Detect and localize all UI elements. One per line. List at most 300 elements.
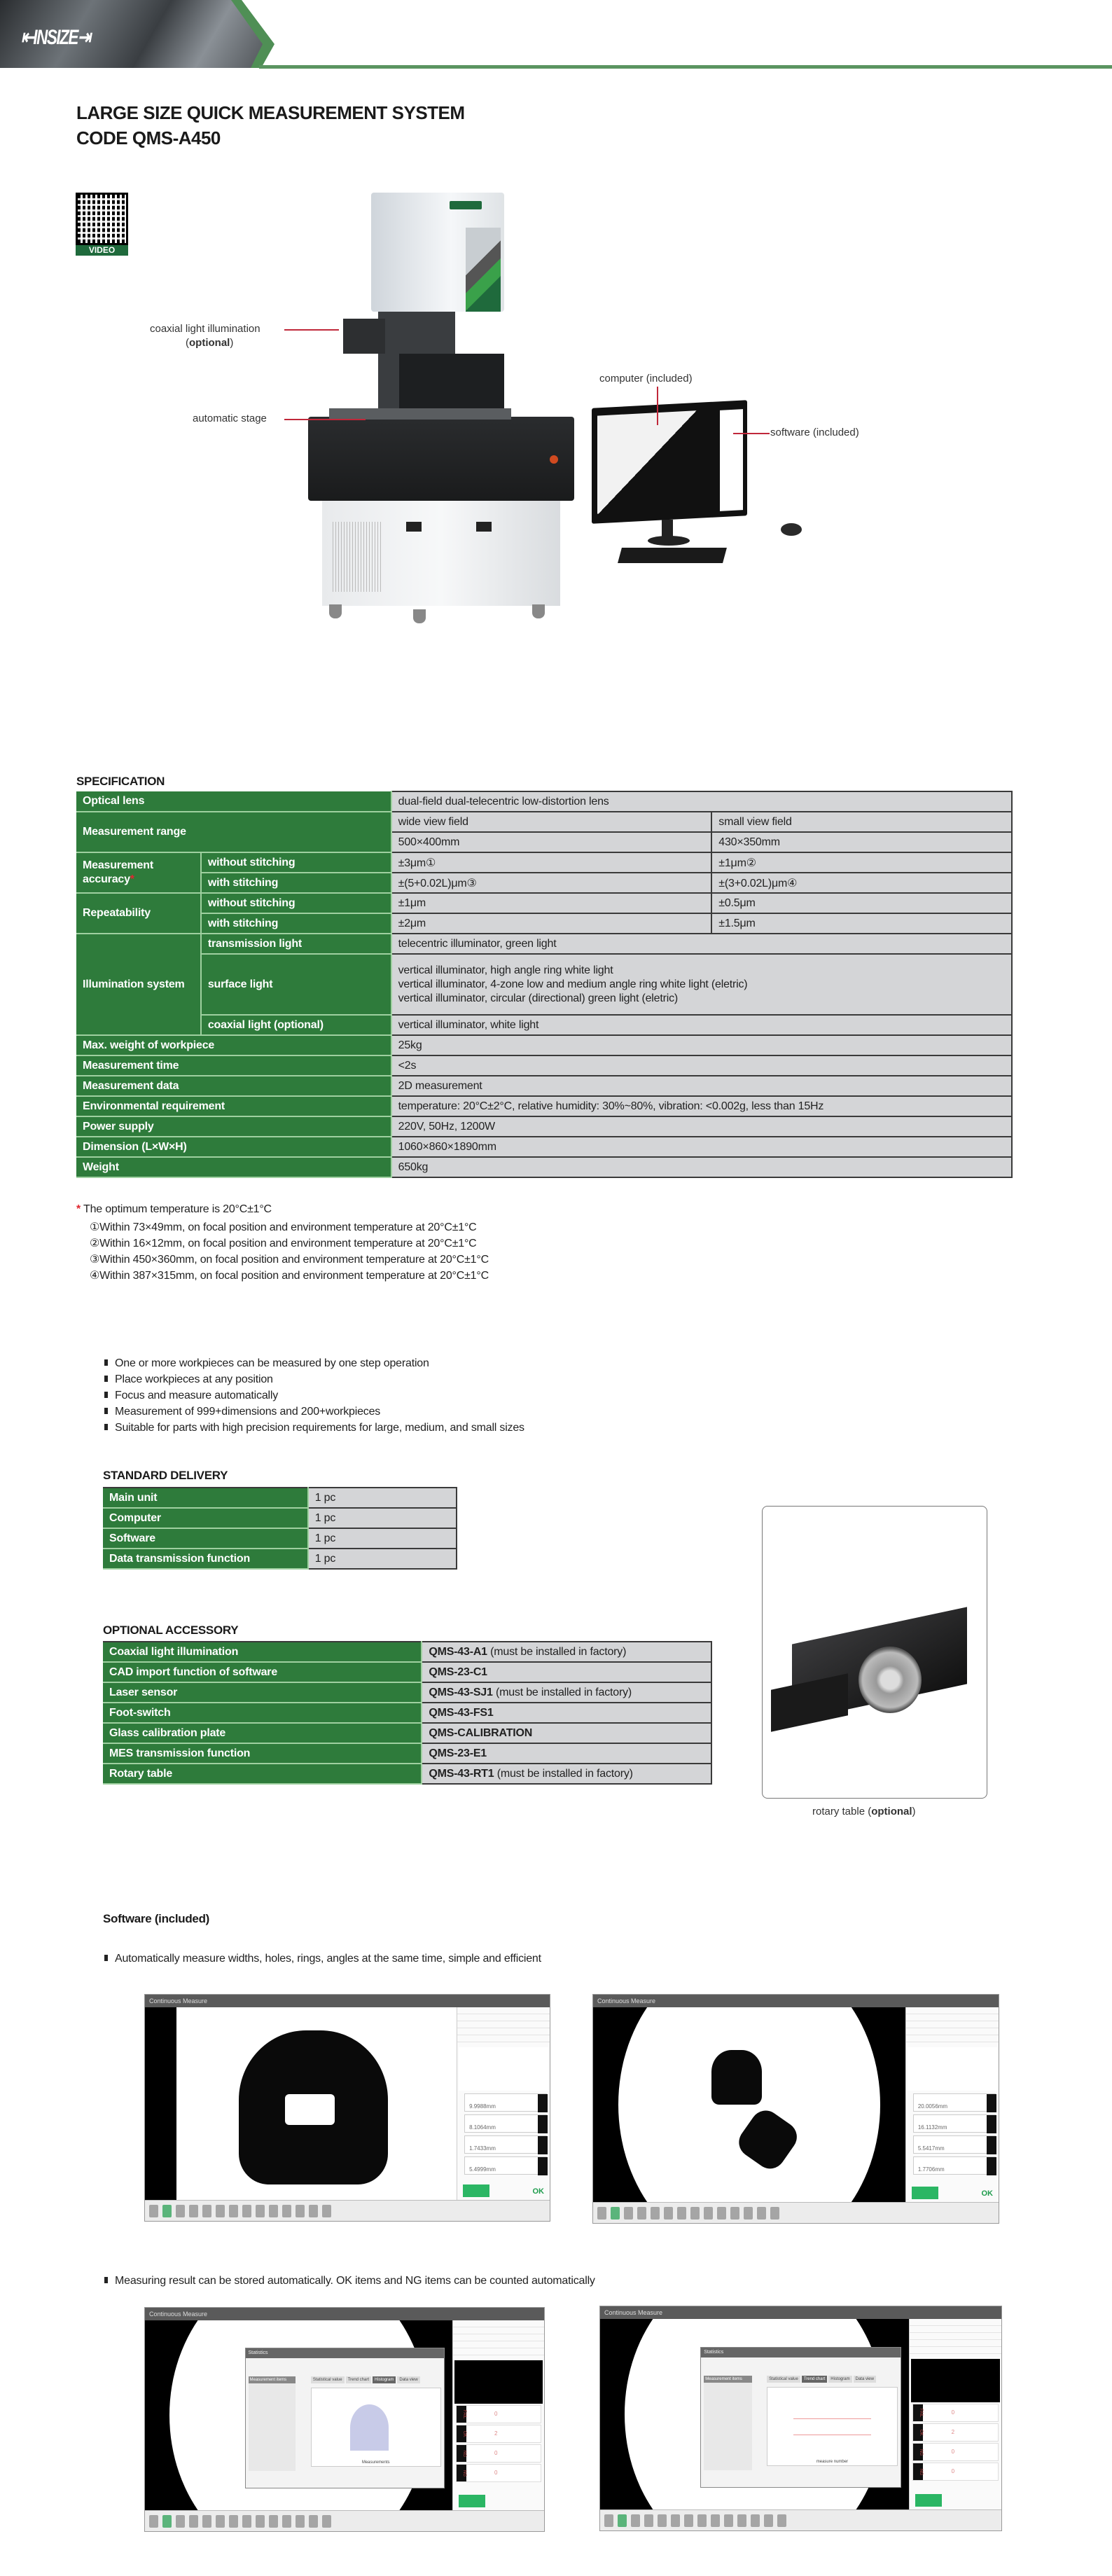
tool-icon[interactable] xyxy=(651,2207,660,2220)
spec-value: ±3μm① xyxy=(391,852,712,873)
spec-label: Weight xyxy=(76,1157,391,1177)
optional-text: optional xyxy=(189,337,230,349)
spec-row xyxy=(76,791,1012,812)
feature-list xyxy=(104,1355,524,1436)
note-text: The optimum temperature is 20°C±1°C xyxy=(83,1203,272,1215)
tool-icon[interactable] xyxy=(671,2514,680,2527)
spec-row xyxy=(76,1157,1012,1177)
stats-tab[interactable]: Trend chart xyxy=(346,2376,371,2383)
spec-value: 430×350mm xyxy=(711,832,1012,852)
counter-value: 0 xyxy=(951,2468,955,2474)
feature-item: Measurement of 999+dimensions and 200+workpieces xyxy=(104,1404,524,1420)
spec-value xyxy=(391,954,1012,1015)
spec-row xyxy=(76,913,1012,934)
tool-icon[interactable] xyxy=(176,2515,185,2528)
spec-value: <2s xyxy=(391,1055,1012,1076)
x-axis-label: Measurements xyxy=(361,2460,390,2465)
accessory-code-cell xyxy=(422,1764,711,1784)
tool-icon[interactable] xyxy=(684,2514,693,2527)
tool-icon[interactable] xyxy=(597,2207,606,2220)
feature-item: Focus and measure automatically xyxy=(104,1387,524,1404)
window-title: Continuous Measure xyxy=(593,1995,999,2007)
x-axis-label: measure number xyxy=(816,2460,849,2465)
accessory-code-cell xyxy=(422,1662,711,1682)
tool-icon[interactable] xyxy=(149,2205,158,2217)
spec-label: Measurement data xyxy=(76,1076,391,1096)
software-screenshot-histogram xyxy=(144,2307,545,2532)
result-value: 20.0056mm xyxy=(917,2103,948,2110)
spec-label xyxy=(76,852,201,893)
spec-value: ±1μm② xyxy=(711,852,1012,873)
delivery-row xyxy=(103,1508,457,1528)
counter-label: NG xyxy=(913,2444,923,2460)
delivery-item: Data transmission function xyxy=(103,1549,308,1569)
tool-icon[interactable] xyxy=(282,2515,291,2528)
product-image xyxy=(301,186,595,634)
stats-tab[interactable]: Statistical value xyxy=(767,2376,800,2383)
delivery-row xyxy=(103,1549,457,1569)
brand-logo: ⇤INSIZE⇥ xyxy=(21,26,90,49)
measurement-button[interactable] xyxy=(463,2184,489,2197)
result-box xyxy=(464,2156,547,2175)
accessory-name: CAD import function of software xyxy=(103,1662,422,1682)
tool-icon[interactable] xyxy=(777,2514,786,2527)
spec-value: ±(5+0.02L)μm③ xyxy=(391,873,712,893)
counter-label: FAIL xyxy=(457,2406,466,2423)
asterisk: * xyxy=(76,1203,81,1215)
accessory-name: Coaxial light illumination xyxy=(103,1642,422,1662)
result-box xyxy=(913,2156,996,2175)
spec-row xyxy=(76,1137,1012,1157)
delivery-qty: 1 pc xyxy=(308,1488,457,1508)
spec-row xyxy=(76,1015,1012,1035)
tool-bar xyxy=(145,2200,550,2221)
spec-label: Repeatability xyxy=(76,893,201,934)
spec-value: ±2μm xyxy=(391,913,712,934)
tool-bar xyxy=(145,2510,544,2531)
video-label: VIDEO xyxy=(76,245,128,256)
tool-icon[interactable] xyxy=(256,2205,265,2217)
software-screenshot-trend xyxy=(599,2306,1002,2531)
delivery-item: Computer xyxy=(103,1508,308,1528)
ok-indicator xyxy=(987,2094,996,2112)
spec-label: Optical lens xyxy=(76,791,391,812)
spec-row xyxy=(76,1055,1012,1076)
tool-icon[interactable] xyxy=(149,2515,158,2528)
tool-icon[interactable] xyxy=(202,2515,211,2528)
result-value: 9.9988mm xyxy=(469,2103,496,2110)
accessory-row xyxy=(103,1723,711,1743)
tool-icon[interactable] xyxy=(176,2205,185,2217)
counter xyxy=(912,2423,999,2442)
asterisk: * xyxy=(130,873,134,885)
result-box xyxy=(464,2093,547,2112)
accessory-name: Glass calibration plate xyxy=(103,1723,422,1743)
accessory-code-cell xyxy=(422,1743,711,1764)
accessory-code-cell xyxy=(422,1642,711,1662)
label-coaxial-light: coaxial light illumination xyxy=(150,323,260,335)
accessory-row xyxy=(103,1703,711,1723)
counter-label: NG xyxy=(457,2445,466,2462)
spec-sublabel: surface light xyxy=(201,954,391,1015)
tool-bar xyxy=(593,2202,999,2223)
counter-value: 0 xyxy=(951,2409,955,2416)
accessory-code: QMS-23-C1 xyxy=(429,1666,487,1678)
spec-label: Measurement time xyxy=(76,1055,391,1076)
tool-icon[interactable] xyxy=(644,2514,653,2527)
tool-icon[interactable] xyxy=(309,2205,318,2217)
tool-icon[interactable] xyxy=(269,2205,278,2217)
spec-sublabel: coaxial light (optional) xyxy=(201,1015,391,1035)
accessory-code: QMS-43-FS1 xyxy=(429,1706,494,1719)
accessory-row xyxy=(103,1662,711,1682)
result-value: 1.7706mm xyxy=(917,2166,945,2173)
tool-icon[interactable] xyxy=(690,2207,700,2220)
spec-value: dual-field dual-telecentric low-distortion lens xyxy=(391,791,1012,812)
accessory-name: Foot-switch xyxy=(103,1703,422,1723)
camera-view xyxy=(145,2007,457,2200)
spec-sublabel: with stitching xyxy=(201,873,391,893)
tool-icon[interactable] xyxy=(664,2207,673,2220)
counter xyxy=(912,2443,999,2461)
caption-text: ) xyxy=(912,1806,916,1817)
counter-label: NG xyxy=(457,2465,466,2481)
spec-sublabel: with stitching xyxy=(201,913,391,934)
result-value: 5.5417mm xyxy=(917,2145,945,2152)
tool-icon[interactable] xyxy=(296,2515,305,2528)
callout-line xyxy=(733,433,770,434)
tool-icon[interactable] xyxy=(189,2515,198,2528)
accessory-code: QMS-43-SJ1 xyxy=(429,1686,493,1698)
stats-tab[interactable]: Histogram xyxy=(373,2376,396,2383)
spec-label: Max. weight of workpiece xyxy=(76,1035,391,1055)
tool-icon[interactable] xyxy=(256,2515,265,2528)
software-title: Software (included) xyxy=(103,1912,210,1925)
spec-row xyxy=(76,1116,1012,1137)
caption-optional: optional xyxy=(871,1806,912,1817)
accessory-note: (must be installed in factory) xyxy=(495,1686,632,1698)
spec-sublabel: without stitching xyxy=(201,852,391,873)
qr-code-icon xyxy=(76,193,128,245)
feature-item: One or more workpieces can be measured by one step operation xyxy=(104,1355,524,1371)
video-qr-code[interactable] xyxy=(76,193,128,256)
brand-name: INSIZE xyxy=(33,26,78,49)
feature-item: Suitable for parts with high precision requirements for large, medium, and small sizes xyxy=(104,1420,524,1436)
tool-icon[interactable] xyxy=(637,2207,646,2220)
accessory-name: MES transmission function xyxy=(103,1743,422,1764)
accuracy-label: Measurement accuracy xyxy=(83,859,153,885)
callout-line xyxy=(657,387,658,425)
window-title: Continuous Measure xyxy=(145,2308,544,2320)
label-automatic-stage: automatic stage xyxy=(193,413,267,424)
counter-value: 2 xyxy=(494,2430,498,2437)
result-box xyxy=(913,2114,996,2133)
spec-row xyxy=(76,1035,1012,1055)
measurement-button[interactable] xyxy=(459,2495,485,2507)
delivery-qty: 1 pc xyxy=(308,1528,457,1549)
spec-value: temperature: 20°C±2°C, relative humidity: 30%~80%, vibration: <0.002g, less than 15Hz xyxy=(391,1096,1012,1116)
tool-icon[interactable] xyxy=(704,2207,713,2220)
counter-label: NG xyxy=(913,2463,923,2480)
counter xyxy=(456,2464,541,2482)
counter-label: OK xyxy=(913,2424,923,2441)
tool-icon[interactable] xyxy=(764,2514,773,2527)
counter xyxy=(456,2444,541,2463)
ok-indicator xyxy=(538,2115,548,2133)
accessory-table xyxy=(103,1641,712,1785)
tool-icon[interactable] xyxy=(737,2514,746,2527)
stats-tab[interactable]: Data view xyxy=(397,2376,419,2383)
delivery-row xyxy=(103,1488,457,1508)
tool-icon[interactable] xyxy=(604,2514,613,2527)
tool-icon[interactable] xyxy=(202,2205,211,2217)
surface-line: vertical illuminator, circular (directional) green light (eletric) xyxy=(398,992,679,1004)
label-coaxial-optional xyxy=(186,337,233,349)
ok-indicator xyxy=(987,2136,996,2154)
result-value: 16.1132mm xyxy=(917,2124,947,2131)
spec-row xyxy=(76,852,1012,873)
tool-icon[interactable] xyxy=(631,2514,640,2527)
callout-line xyxy=(284,419,366,420)
spec-title: SPECIFICATION xyxy=(76,775,165,788)
spec-value: 500×400mm xyxy=(391,832,712,852)
accessory-code-cell xyxy=(422,1703,711,1723)
rotary-table-card xyxy=(762,1506,987,1799)
spec-value: wide view field xyxy=(391,812,712,832)
stats-tab[interactable]: Statistical value xyxy=(311,2376,345,2383)
tool-icon[interactable] xyxy=(242,2515,251,2528)
spec-value: 220V, 50Hz, 1200W xyxy=(391,1116,1012,1137)
spec-row xyxy=(76,812,1012,832)
footnote: ③Within 450×360mm, on focal position and environment temperature at 20°C±1°C xyxy=(90,1254,489,1266)
result-box xyxy=(913,2093,996,2112)
tool-icon[interactable] xyxy=(757,2207,766,2220)
delivery-table xyxy=(103,1487,457,1570)
product-code: CODE QMS-A450 xyxy=(76,127,221,148)
counter xyxy=(912,2404,999,2422)
label-software: software (included) xyxy=(770,427,859,438)
ok-status: OK xyxy=(981,2189,993,2198)
result-value: 8.1064mm xyxy=(469,2124,496,2131)
measurement-button[interactable] xyxy=(915,2494,942,2507)
side-panel xyxy=(905,2007,999,2202)
measurement-items-header: Measurement items xyxy=(249,2376,296,2383)
note-main xyxy=(76,1203,272,1216)
spec-label: Environmental requirement xyxy=(76,1096,391,1116)
accessory-code: QMS-23-E1 xyxy=(429,1747,487,1759)
spec-value: ±0.5μm xyxy=(711,893,1012,913)
spec-value: telecentric illuminator, green light xyxy=(391,934,1012,954)
rotary-table-caption xyxy=(812,1806,916,1817)
counter-value: 0 xyxy=(494,2470,498,2476)
accessory-row xyxy=(103,1764,711,1784)
counter-label: FAIL xyxy=(913,2404,923,2421)
spec-label: Illumination system xyxy=(76,934,201,1035)
accessory-code-cell xyxy=(422,1723,711,1743)
spec-sublabel: transmission light xyxy=(201,934,391,954)
counter-value: 0 xyxy=(494,2450,498,2456)
tool-icon[interactable] xyxy=(711,2514,720,2527)
footnote: ①Within 73×49mm, on focal position and environment temperature at 20°C±1°C xyxy=(90,1221,477,1233)
tool-icon[interactable] xyxy=(269,2515,278,2528)
tool-icon[interactable] xyxy=(322,2515,331,2528)
tool-icon[interactable] xyxy=(296,2205,305,2217)
feature-item: Place workpieces at any position xyxy=(104,1371,524,1387)
delivery-qty: 1 pc xyxy=(308,1508,457,1528)
accessory-name: Laser sensor xyxy=(103,1682,422,1703)
rotary-table-image xyxy=(771,1619,981,1738)
software-screenshot-measure-multi xyxy=(592,1994,999,2224)
side-panel xyxy=(457,2007,550,2200)
tool-icon[interactable] xyxy=(618,2514,627,2527)
tool-icon[interactable] xyxy=(189,2205,198,2217)
stats-tab[interactable]: Trend chart xyxy=(802,2376,827,2383)
tool-bar xyxy=(600,2509,1001,2530)
spec-label: Measurement range xyxy=(76,812,391,852)
dialog-title: Statistics xyxy=(246,2348,444,2358)
spec-value: 25kg xyxy=(391,1035,1012,1055)
surface-line: vertical illuminator, 4-zone low and medium angle ring white light (eletric) xyxy=(398,978,748,990)
spec-value: 650kg xyxy=(391,1157,1012,1177)
spec-label: Power supply xyxy=(76,1116,391,1137)
tool-icon[interactable] xyxy=(162,2205,172,2217)
result-value: 1.7433mm xyxy=(469,2145,496,2152)
tool-icon[interactable] xyxy=(216,2515,225,2528)
accessory-note: (must be installed in factory) xyxy=(490,1645,627,1658)
ok-indicator xyxy=(538,2157,548,2175)
tool-icon[interactable] xyxy=(624,2207,633,2220)
spec-value: ±1μm xyxy=(391,893,712,913)
spec-value: ±(3+0.02L)μm④ xyxy=(711,873,1012,893)
caption-text: rotary table ( xyxy=(812,1806,872,1817)
window-title: Continuous Measure xyxy=(600,2306,1001,2319)
stats-tab[interactable]: Histogram xyxy=(828,2376,852,2383)
result-value: 5.4999mm xyxy=(469,2166,496,2173)
surface-line: vertical illuminator, high angle ring white light xyxy=(398,964,613,976)
software-bullet: Measuring result can be stored automatically. OK items and NG items can be counted automatically xyxy=(104,2275,595,2287)
ok-indicator xyxy=(538,2094,548,2112)
page-title: LARGE SIZE QUICK MEASUREMENT SYSTEM xyxy=(76,102,465,123)
accessory-code: QMS-CALIBRATION xyxy=(429,1726,533,1739)
software-screenshot-measure-single xyxy=(144,1994,550,2222)
counter xyxy=(456,2425,541,2443)
counter-value: 0 xyxy=(951,2449,955,2455)
spec-value: vertical illuminator, white light xyxy=(391,1015,1012,1035)
spec-row xyxy=(76,954,1012,1015)
spec-value: ±1.5μm xyxy=(711,913,1012,934)
tool-icon[interactable] xyxy=(242,2205,251,2217)
tool-icon[interactable] xyxy=(744,2207,753,2220)
tool-icon[interactable] xyxy=(751,2514,760,2527)
paren: ) xyxy=(230,337,234,349)
paren: ( xyxy=(186,337,189,349)
tool-icon[interactable] xyxy=(162,2515,172,2528)
statistics-dialog xyxy=(245,2348,445,2488)
window-title: Continuous Measure xyxy=(145,1995,550,2007)
accessory-row xyxy=(103,1682,711,1703)
tool-icon[interactable] xyxy=(309,2515,318,2528)
dialog-title: Statistics xyxy=(701,2348,901,2357)
counter-value: 0 xyxy=(494,2411,498,2417)
tool-icon[interactable] xyxy=(322,2205,331,2217)
accessory-code-cell xyxy=(422,1682,711,1703)
tool-icon[interactable] xyxy=(677,2207,686,2220)
tool-icon[interactable] xyxy=(229,2205,238,2217)
result-box xyxy=(464,2135,547,2154)
accessory-name: Rotary table xyxy=(103,1764,422,1784)
side-panel xyxy=(452,2320,544,2510)
result-box xyxy=(913,2135,996,2154)
side-panel xyxy=(909,2319,1001,2509)
measurement-button[interactable] xyxy=(912,2187,938,2199)
measurement-items-header: Measurement items xyxy=(704,2376,751,2383)
stats-tab[interactable]: Data view xyxy=(854,2376,876,2383)
accessory-row xyxy=(103,1743,711,1764)
spec-value: 2D measurement xyxy=(391,1076,1012,1096)
tool-icon[interactable] xyxy=(730,2207,739,2220)
spec-value: small view field xyxy=(711,812,1012,832)
callout-line xyxy=(284,329,339,331)
ok-indicator xyxy=(987,2115,996,2133)
tool-icon[interactable] xyxy=(724,2514,733,2527)
spec-sublabel: without stitching xyxy=(201,893,391,913)
footnote: ④Within 387×315mm, on focal position and environment temperature at 20°C±1°C xyxy=(90,1270,489,1282)
spec-value: 1060×860×1890mm xyxy=(391,1137,1012,1157)
tool-icon[interactable] xyxy=(770,2207,779,2220)
counter xyxy=(912,2463,999,2481)
accessory-title: OPTIONAL ACCESSORY xyxy=(103,1623,239,1637)
delivery-row xyxy=(103,1528,457,1549)
ok-indicator xyxy=(538,2136,548,2154)
spec-row xyxy=(76,873,1012,893)
spec-row xyxy=(76,1076,1012,1096)
spec-row xyxy=(76,934,1012,954)
tool-icon[interactable] xyxy=(282,2205,291,2217)
tool-icon[interactable] xyxy=(717,2207,726,2220)
tool-icon[interactable] xyxy=(697,2514,707,2527)
spec-label: Dimension (L×W×H) xyxy=(76,1137,391,1157)
spec-row xyxy=(76,893,1012,913)
counter-label: OK xyxy=(457,2425,466,2442)
delivery-item: Main unit xyxy=(103,1488,308,1508)
delivery-title: STANDARD DELIVERY xyxy=(103,1469,228,1482)
accessory-code: QMS-43-A1 xyxy=(429,1645,487,1658)
notes-list xyxy=(90,1219,489,1284)
statistics-dialog xyxy=(700,2347,901,2488)
counter xyxy=(456,2405,541,2423)
spec-table xyxy=(76,791,1013,1178)
ok-indicator xyxy=(987,2157,996,2175)
label-computer: computer (included) xyxy=(599,373,693,385)
tool-icon[interactable] xyxy=(229,2515,238,2528)
camera-view xyxy=(593,2007,905,2202)
result-box xyxy=(464,2114,547,2133)
delivery-item: Software xyxy=(103,1528,308,1549)
tool-icon[interactable] xyxy=(658,2514,667,2527)
tool-icon[interactable] xyxy=(611,2207,620,2220)
tool-icon[interactable] xyxy=(216,2205,225,2217)
delivery-qty: 1 pc xyxy=(308,1549,457,1569)
footnote: ②Within 16×12mm, on focal position and environment temperature at 20°C±1°C xyxy=(90,1238,477,1249)
header-rule xyxy=(259,65,1112,69)
accessory-row xyxy=(103,1642,711,1662)
accessory-note: (must be installed in factory) xyxy=(496,1767,633,1780)
counter-value: 2 xyxy=(951,2429,955,2435)
ok-status: OK xyxy=(532,2187,544,2196)
accessory-code: QMS-43-RT1 xyxy=(429,1767,494,1780)
software-bullet: Automatically measure widths, holes, rings, angles at the same time, simple and efficient xyxy=(104,1953,541,1965)
spec-row xyxy=(76,1096,1012,1116)
